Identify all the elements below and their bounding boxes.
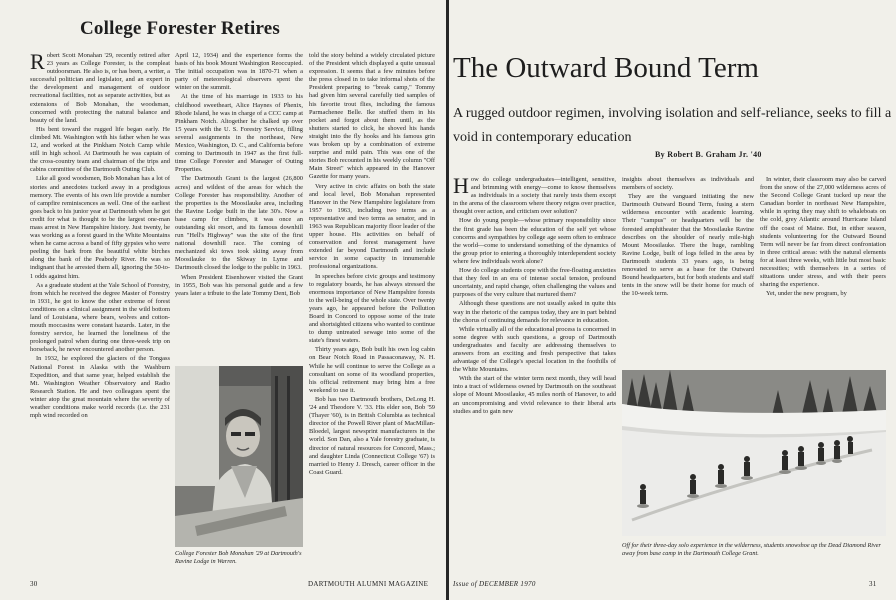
lead-text: obert Scott Monahan '29, recently retired after 23 years as College Forester, is the compleat outdoorsman. He also is, or has been, a writer, a successful politician and legislator, and an expert in the development and management of outdoor recreational facilities, not as separate activities, but as extensions of Bob Monahan, the woodsman, concerned with protecting the natural balance and beauty of the land. — [30, 52, 170, 124]
left-column-2 — [175, 52, 303, 299]
paragraph: At the time of his marriage in 1933 to his childhood sweetheart, Alice Haynes of Phenix, Rhode Island, he was in charge of a CCC camp at Pinkham Notch. Altogether he chalked up over 15 years with the U. S. Forestry Service, filling several assignments in the northeast, New Mexico, Washington, D. C., and California before coming to Dartmouth in 1947 as the first full-time College Forester and Manager of Outing Properties. — [175, 93, 303, 174]
paragraph: Thirty years ago, Bob built his own log cabin on Bear Notch Road in Passaconaway, N. H. While he will continue to serve the College as a consultant on some of its woodland properties, his official retirement may bring him a free weekend to use it. — [309, 346, 435, 394]
paragraph: Very active in civic affairs on both the state and local level, Bob Monahan represented Hanover in the New Hampshire legislature from 1957 to 1963, including two terms as a representative and two terms as senator, and in 1963 was Republican majority floor leader of the upper house. His activities on behalf of conservation and forest management have extended far beyond Dartmouth and include service in some capacity in innumerable professional organizations. — [309, 182, 435, 271]
paragraph: In 1932, he explored the glaciers of the Tongass National Forest in Alaska with the Washburn Expedition, and that same year, helped establish the Mt. Washington Weather Observatory and Radio Research Station. He and two colleagues spent the winter atop the great mountain where the severity of weather conditions make world records (i.e. the 231 mph wind recorded on — [30, 355, 170, 420]
right-column-2 — [622, 176, 754, 299]
monahan-photo — [175, 366, 303, 547]
snowshoe-photo — [622, 370, 886, 536]
left-page — [0, 0, 446, 600]
lead-paragraph — [453, 173, 616, 216]
monahan-photo-caption: College Forester Bob Monahan '29 at Dartmouth's Ravine Lodge in Warren. — [175, 550, 302, 565]
paragraph: In winter, their classroom may also be carved from the snow of the 27,000 wilderness acres of the Second College Grant tucked up near the Canadian border in northeast New Hampshire, while in spring they may shift to whaleboats on the cold, grey Atlantic around Hurricane Island off the coast of Maine. But, in either season, students volunteering for the Outward Bound Term will never be far from direct confrontation in three critical areas: with the natural elements for at least three weeks, with little but most basic necessities; with themselves in a series of situations under stress, and with their peers sharing the experience. — [760, 176, 886, 289]
article-deck: A rugged outdoor regimen, involving isolation and self-reliance, seeks to fill a void in contemporary education — [453, 106, 892, 145]
paragraph: April 12, 1934) and the experience forms the basis of his book Mount Washington Reoccupied. The initial occupation was in 1870-71 when a party of meteorological observers spent the winter on the summit. — [175, 52, 303, 92]
left-page-number: 30 — [30, 580, 38, 588]
left-column-3 — [309, 52, 435, 478]
drop-cap: R — [30, 49, 45, 74]
lead-paragraph — [30, 49, 170, 125]
paragraph: The Dartmouth Grant is the largest (26,800 acres) and wildest of the areas for which the College Forester has responsibility. Another of the properties is the Moosilauke area, including the Ravine Lodge built in the late 30's. Now a base camp for climbers, it was once an outstanding ski resort, and its famous downhill run "Hell's Highway" was the site of the first national downhill race. The coming of mechanized ski tows took skiing away from Moosilauke to the Skiway in Lyme and Dartmouth closed the lodge to the public in 1963. — [175, 175, 303, 272]
paragraph: In speeches before civic groups and testimony to regulatory boards, he has always stressed the enormous importance of New Hampshire forests to the well-being of the whole state. Over twenty years ago, he appeared before the Pollution Board in Concord to oppose some of the irate and shortsighted citizens who wanted to continue to dump untreated sewage into some of the state's finest waters. — [309, 272, 436, 345]
issue-date: Issue of DECEMBER 1970 — [453, 580, 536, 588]
paragraph: Like all good woodsmen, Bob Monahan has a lot of stories and anecdotes tucked away in a prodigious memory. The events of his own life provide a number of campfire reminiscences as well. One of the earliest goes back to his junior year at Dartmouth when he got credit for what is thought to be the largest one-man mass arrest in New Hampshire history. Just twenty, he was working as a forest guard in the White Mountains when he came across a band of fifty gypsies who were peeling the bark from the beautiful white birches along the bank of the Peabody River. He was so indignant that he arrested them all, ignoring the 50-to-1 odds against him. — [30, 175, 170, 280]
paragraph: As a graduate student at the Yale School of Forestry, from which he received the degree Master of Forestry in 1931, he got to know the other extreme of forest conditions on a clinical assignment in the wild bottom land of Louisiana, where bears, wolves and cotton-mouth moccasins were constant hazards. Later, in the forestry service, he learned the loneliness of the prolonged patrol when during one three-week trip on horseback, he never encountered another person. — [30, 281, 170, 354]
lead-text: ow do college undergraduates—intelligent, sensitive, and brimming with energy—come to know themselves as individuals in a society that rarely tests them except in the arena of the classroom where theory reigns over practice, thought over action, and criticism over solution? — [453, 176, 616, 216]
paragraph: When President Eisenhower visited the Grant in 1955, Bob was his personal guide and a few years later a tribute to the late Tommy Dent, Bob — [175, 273, 303, 297]
snowshoe-photo-caption: Off for their three-day solo experience in the wilderness, students snowshoe up the Dead Diamond River away from base camp in the Dartmouth College Grant. — [622, 542, 881, 557]
snowshoe-photo-image — [622, 370, 886, 536]
paragraph: Bob has two Dartmouth brothers, DeLong H. '24 and Theodore V. '33. His elder son, Bob '59 (Thayer '60), is in British Columbia as technical director of the Powell River plant of MacMillan-Bloedel, largest newsprint manufacturers in the world. Son Dan, also a Yale forestry graduate, is director of natural resources for Concord, Mass.; and daughter Linda (Connecticut College '67) is married to Henry J. Dresch, career officer in the Coast Guard. — [309, 395, 435, 476]
paragraph: With the start of the winter term next month, they will head into a tract of wilderness owned by Dartmouth on the southeast slope of Mount Moosilauke, 45 miles north of Hanover, to add an uncompromising and vivid relevance to their liberal arts studies and to gain new — [453, 375, 616, 415]
paragraph: While virtually all of the educational process is concerned in some degree with such questions, a group of Dartmouth undergraduates and faculty are addressing themselves to answers from an exciting and fresh perspective that takes advantage of the College's special location in the foothills of the White Mountains. — [453, 325, 616, 374]
paragraph: told the story behind a widely circulated picture of the President which displayed a quite unusual expression. It seems that a few minutes before the press closed in to take informal shots of the President preparing to "break camp," Tommy had given him several carefully tied samples of his favorite trout flies, including the famous Parmachenee Belle. Ike stuffed them in his pocket and forgot about them until, as the shutters started to click, he shoved his hands straight into the fly hooks and his famous grin was broken up by a combination of extreme surprise and mild pain. This was one of the stories Bob recounted in his weekly column "Off Main Street" which appeared in the Hanover Gazette for many years. — [309, 52, 435, 181]
paragraph: insights about themselves as individuals and members of society. — [622, 176, 754, 192]
paragraph: How do college students cope with the free-floating anxieties that they feel in an era of intense social tension, profound uncertainty, and rapid change, often challenging the values and purposes of the very culture that nurtured them? — [453, 267, 616, 299]
paragraph: Although these questions are not usually asked in quite this way in the rhetoric of the campus today, they are in part behind the chorus of continuing demands for relevance in education. — [453, 300, 616, 324]
article-title-outward-bound: The Outward Bound Term — [453, 52, 759, 84]
monahan-photo-image — [175, 366, 303, 547]
right-column-1 — [453, 173, 616, 417]
byline: By Robert B. Graham Jr. '40 — [655, 150, 762, 159]
right-column-3 — [760, 176, 886, 299]
paragraph: How do young people—whose primary responsibility since the first grade has been the education of the self yet whose concerns and sympathies by college age seem often to embrace the world—come to understand something of the dynamics of the group prior to entering a thoroughly interdependent society where few individuals work alone? — [453, 217, 616, 265]
left-column-1 — [30, 49, 170, 421]
drop-cap: H — [453, 173, 469, 198]
paragraph: They are the vanguard initiating the new Dartmouth Outward Bound Term, fusing a stern wilderness encounter with academic learning. Their "campus" or headquarters will be the forested amphitheater that the Moosilauke Ravine describes on the shoulder of nearly mile-high Mount Moosilauke. There the huge, rambling Ravine Lodge, built of logs felled in the area by Dartmouth students 33 years ago, is being renovated to serve as a base for the Outward Bound headquarters, but for both students and staff tents in the snow will be their home for much of the 10-week term. — [622, 193, 754, 298]
right-page — [449, 0, 896, 600]
magazine-name: DARTMOUTH ALUMNI MAGAZINE — [308, 580, 429, 588]
article-title-forester: College Forester Retires — [80, 18, 280, 39]
paragraph: Yet, under the new program, by — [766, 290, 847, 298]
paragraph: His bent toward the rugged life began early. He climbed Mt. Washington with his father when he was 12, and worked at the Pinkham Notch Camp while still in high school. At Dartmouth he was captain of the cross-country team and chairman of the trips and cabins committee of the Dartmouth Outing Club. — [30, 125, 170, 174]
right-page-number: 31 — [869, 580, 877, 588]
